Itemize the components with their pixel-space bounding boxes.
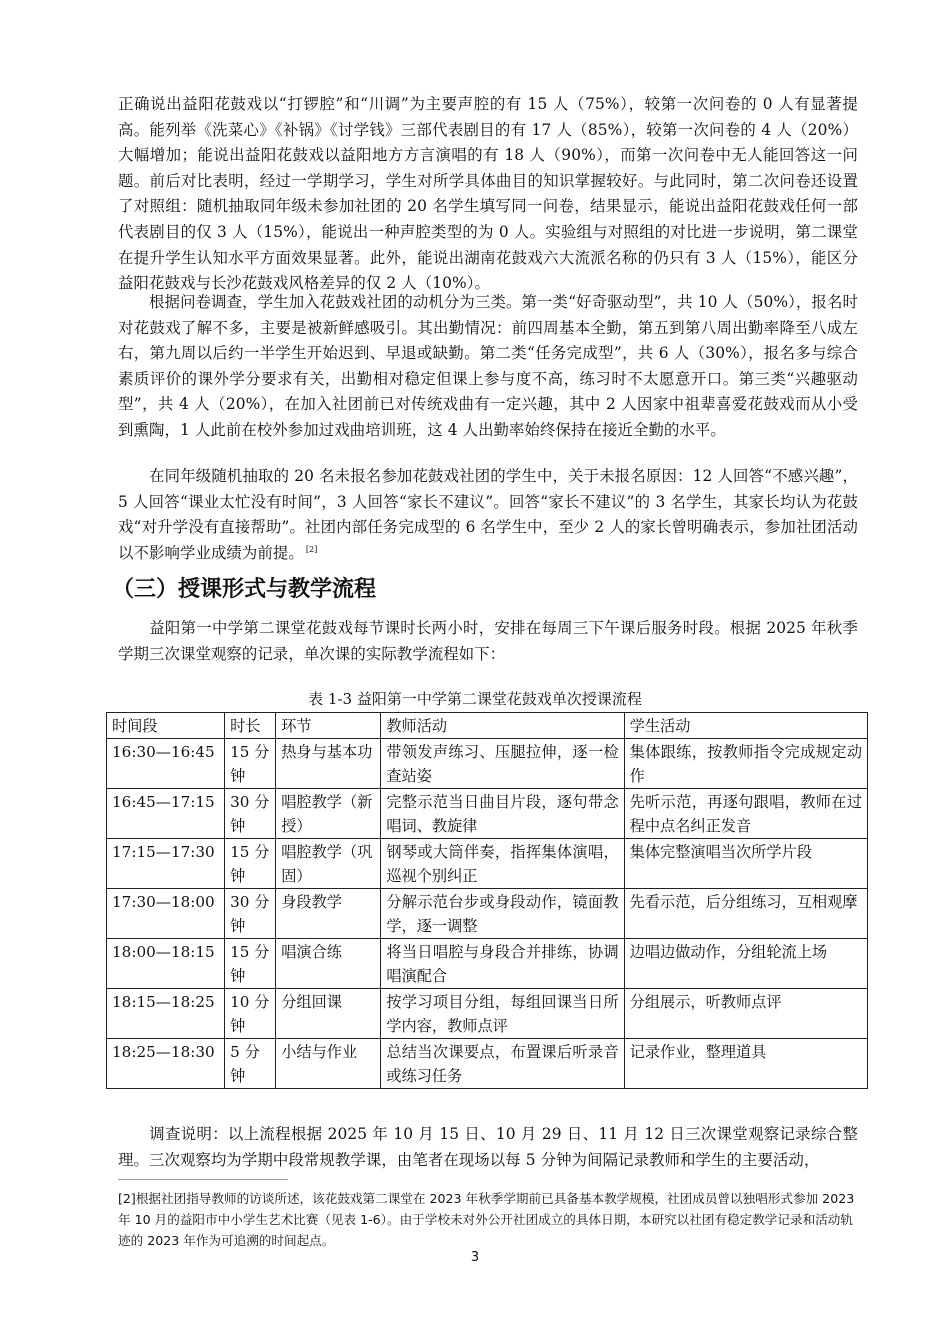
cell-duration: 5 分钟 [225, 1039, 276, 1089]
cell-segment: 唱腔教学（新授） [276, 789, 381, 839]
cell-duration: 15 分钟 [225, 739, 276, 789]
footnote-ref[interactable]: [2] [305, 544, 318, 554]
cell-duration: 15 分钟 [225, 839, 276, 889]
cell-time-slot: 18:15—18:25 [107, 989, 225, 1039]
cell-segment: 身段教学 [276, 889, 381, 939]
cell-segment: 热身与基本功 [276, 739, 381, 789]
footnote: [2]根据社团指导教师的访谈所述，该花鼓戏第二课堂在 2023 年秋季学期前已具备基本教学规模，社团成员曾以独唱形式参加 2023 年 10 月的益阳市中小学生艺术比赛（见表 1-6）。由于学校未对外公开社团成立的具体日期，本研究以社团有稳定教学记录和活动轨迹的 2023 年作为可追溯的时间起点。 [118, 1191, 855, 1248]
cell-segment: 小结与作业 [276, 1039, 381, 1089]
cell-time-slot: 17:30—18:00 [107, 889, 225, 939]
header-duration: 时长 [225, 713, 276, 739]
table-header-row [107, 713, 868, 739]
cell-teacher-activity: 总结当次课要点，布置课后听录音或练习任务 [381, 1039, 624, 1089]
cell-teacher-activity: 将当日唱腔与身段合并排练，协调唱演配合 [381, 939, 624, 989]
cell-student-activity: 边唱边做动作，分组轮流上场 [624, 939, 867, 989]
header-student-activity: 学生活动 [624, 713, 867, 739]
header-segment: 环节 [276, 713, 381, 739]
cell-time-slot: 17:15—17:30 [107, 839, 225, 889]
header-time-slot: 时间段 [107, 713, 225, 739]
cell-time-slot: 16:30—16:45 [107, 739, 225, 789]
cell-teacher-activity: 钢琴或大筒伴奏，指挥集体演唱，巡视个别纠正 [381, 839, 624, 889]
table-row [107, 789, 868, 839]
cell-teacher-activity: 完整示范当日曲目片段，逐句带念唱词、教旋律 [381, 789, 624, 839]
paragraph-non-participants: 在同年级随机抽取的 20 名未报名参加花鼓戏社团的学生中，关于未报名原因：12 人回答“不感兴趣”，5 人回答“课业太忙没有时间”，3 人回答“家长不建议”。回答“家长不建议”的 3 名学生，其家长均认为花鼓戏“对升学没有直接帮助”。社团内部任务完成型的 6 名学生中，至少 2 人的家长曾明确表示，参加社团活动以不影响学业成绩为前提。 [2] [118, 467, 858, 562]
paragraph-class-intro: 益阳第一中学第二课堂花鼓戏每节课时长两小时，安排在每周三下午课后服务时段。根据 2025 年秋季学期三次课堂观察的记录，单次课的实际教学流程如下： [118, 619, 858, 663]
table-row [107, 889, 868, 939]
cell-student-activity: 先听示范，再逐句跟唱，教师在过程中点名纠正发音 [624, 789, 867, 839]
table-row [107, 1039, 868, 1089]
cell-student-activity: 先看示范，后分组练习，互相观摩 [624, 889, 867, 939]
table-caption: 表 1-3 益阳第一中学第二课堂花鼓戏单次授课流程 [308, 690, 642, 708]
cell-student-activity: 集体完整演唱当次所学片段 [624, 839, 867, 889]
cell-teacher-activity: 带领发声练习、压腿拉伸，逐一检查站姿 [381, 739, 624, 789]
cell-segment: 唱腔教学（巩固） [276, 839, 381, 889]
table-row [107, 839, 868, 889]
paragraph-motivation: 根据问卷调查，学生加入花鼓戏社团的动机分为三类。第一类“好奇驱动型”，共 10 人（50%），报名时对花鼓戏了解不多，主要是被新鲜感吸引。其出勤情况：前四周基本全勤，第五到第八周出勤率降至八成左右，第九周以后约一半学生开始迟到、早退或缺勤。第二类“任务完成型”，共 6 人（30%），报名多与综合素质评价的课外学分要求有关，出勤相对稳定但课上参与度不高，练习时不太愿意开口。第三类“兴趣驱动型”，共 4 人（20%），在加入社团前已对传统戏曲有一定兴趣，其中 2 人因家中祖辈喜爱花鼓戏而从小受到熏陶，1 人此前在校外参加过戏曲培训班，这 4 人出勤率始终保持在接近全勤的水平。 [118, 293, 858, 439]
cell-time-slot: 16:45—17:15 [107, 789, 225, 839]
table-row [107, 989, 868, 1039]
paragraph-survey-results: 正确说出益阳花鼓戏以“打锣腔”和“川调”为主要声腔的有 15 人（75%），较第一次问卷的 0 人有显著提高。能列举《洗菜心》《补锅》《讨学钱》三部代表剧目的有 17 人（85%），较第一次问卷的 4 人（20%）大幅增加；能说出益阳花鼓戏以益阳地方方言演唱的有 18 人（90%），而第一次问卷中无人能回答这一问题。前后对比表明，经过一学期学习，学生对所学具体曲目的知识掌握较好。与此同时，第二次问卷还设置了对照组：随机抽取同年级未参加社团的 20 名学生填写同一问卷，结果显示，能说出益阳花鼓戏任何一部代表剧目的仅 3 人（15%），能说出一种声腔类型的为 0 人。实验组与对照组的对比进一步说明，第二课堂在提升学生认知水平方面效果显著。此外，能说出湖南花鼓戏六大流派名称的仍只有 3 人（15%），能区分益阳花鼓戏与长沙花鼓戏风格差异的仅 2 人（10%）。 [118, 95, 858, 293]
teaching-flow-table [106, 712, 868, 1089]
footnote-divider [118, 1179, 288, 1180]
cell-segment: 唱演合练 [276, 939, 381, 989]
cell-student-activity: 分组展示，听教师点评 [624, 989, 867, 1039]
cell-duration: 10 分钟 [225, 989, 276, 1039]
cell-student-activity: 集体跟练，按教师指令完成规定动作 [624, 739, 867, 789]
page-number: 3 [470, 1250, 480, 1265]
cell-time-slot: 18:25—18:30 [107, 1039, 225, 1089]
paragraph-survey-note: 调查说明：以上流程根据 2025 年 10 月 15 日、10 月 29 日、11 月 12 日三次课堂观察记录综合整理。三次观察均为学期中段常规教学课，由笔者在现场以每 5 分钟为间隔记录教师和学生的主要活动， [118, 1125, 858, 1169]
cell-time-slot: 18:00—18:15 [107, 939, 225, 989]
cell-student-activity: 记录作业，整理道具 [624, 1039, 867, 1089]
cell-duration: 15 分钟 [225, 939, 276, 989]
table-row [107, 939, 868, 989]
section-heading: （三）授课形式与教学流程 [112, 577, 377, 602]
cell-duration: 30 分钟 [225, 889, 276, 939]
cell-teacher-activity: 分解示范台步或身段动作，镜面教学，逐一调整 [381, 889, 624, 939]
header-teacher-activity: 教师活动 [381, 713, 624, 739]
cell-segment: 分组回课 [276, 989, 381, 1039]
cell-duration: 30 分钟 [225, 789, 276, 839]
table-row [107, 739, 868, 789]
cell-teacher-activity: 按学习项目分组，每组回课当日所学内容，教师点评 [381, 989, 624, 1039]
